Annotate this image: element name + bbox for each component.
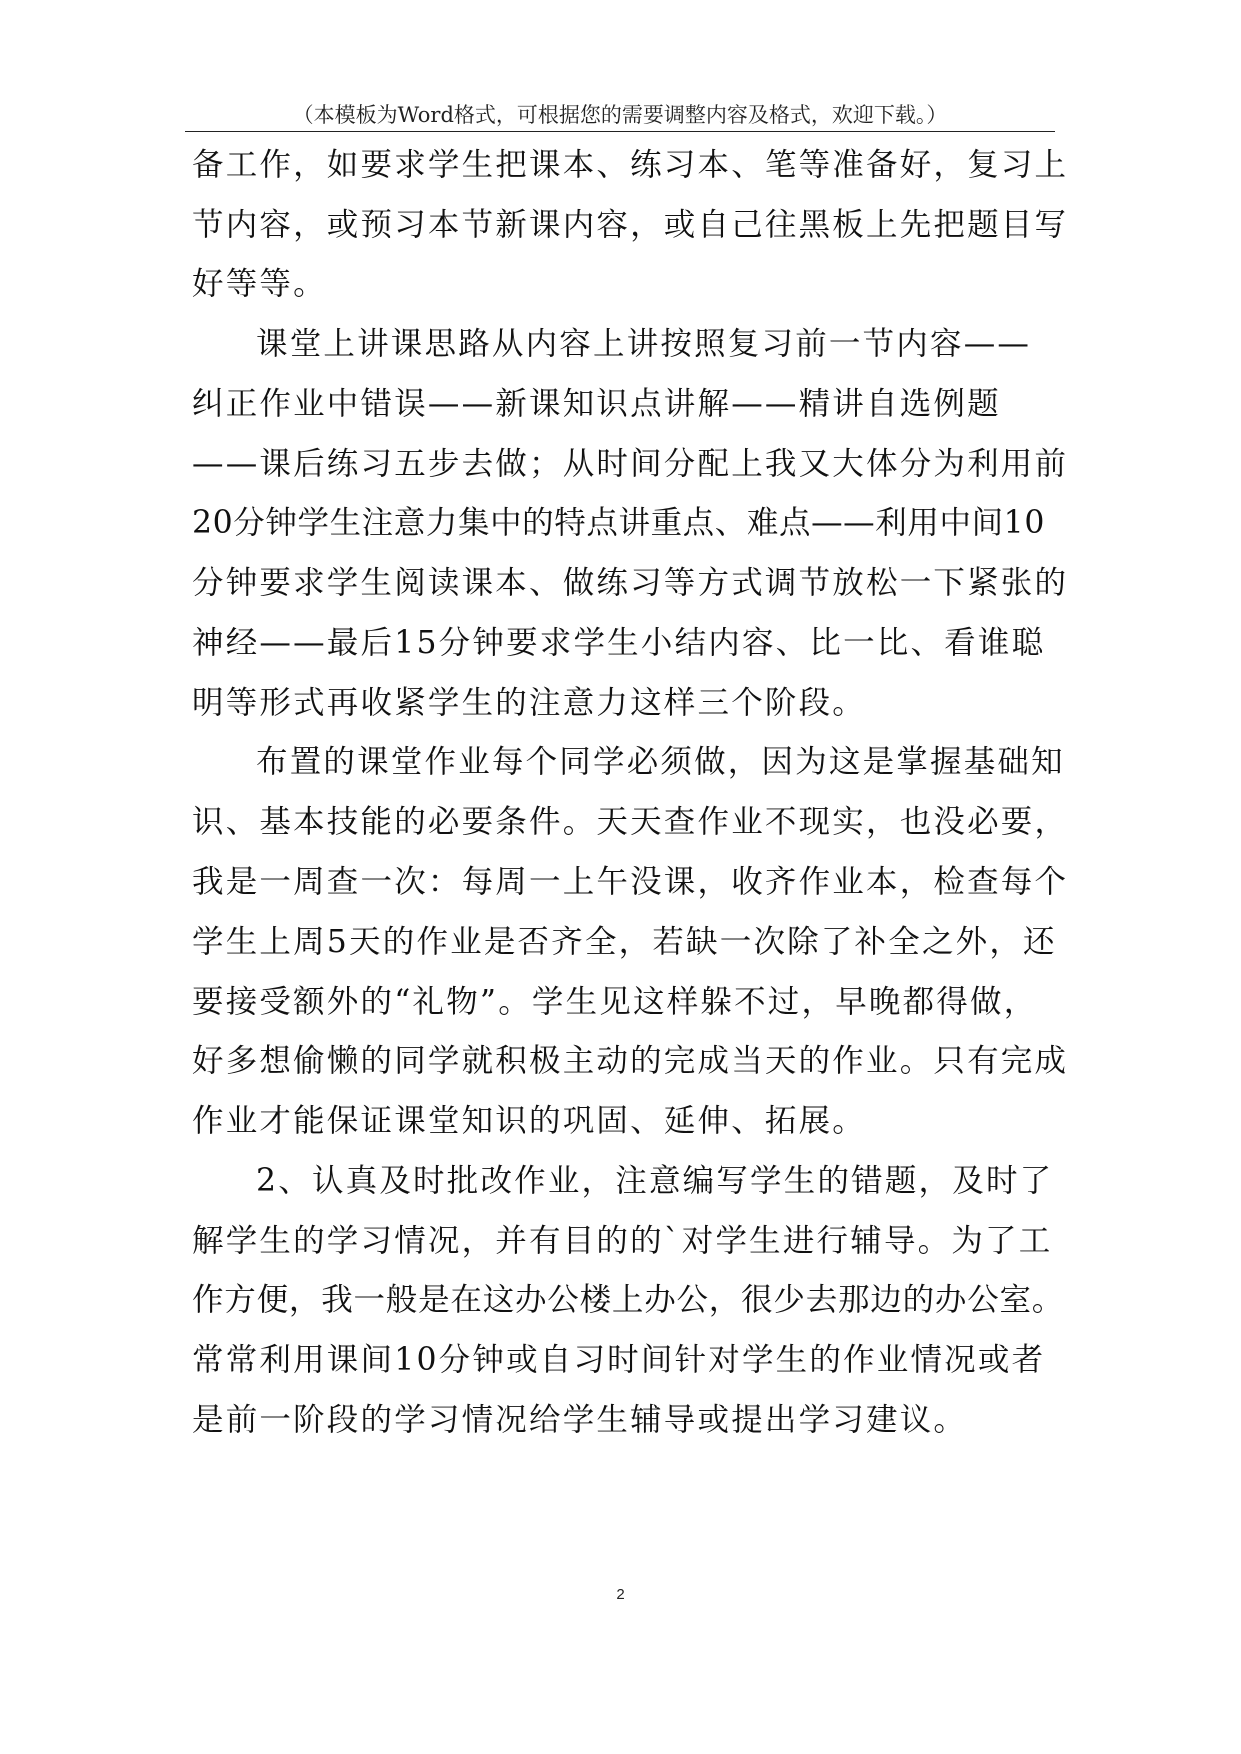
body-line-12: 识、基本技能的必要条件。天天查作业不现实，也没必要， <box>192 804 1069 840</box>
body-line-6: ——课后练习五步去做；从时间分配上我又大体分为利用前 <box>192 446 1069 482</box>
body-line-22: 是前一阶段的学习情况给学生辅导或提出学习建议。 <box>192 1402 968 1438</box>
body-line-14: 学生上周5天的作业是否齐全，若缺一次除了补全之外，还 <box>192 924 1057 960</box>
body-line-1: 备工作，如要求学生把课本、练习本、笔等准备好，复习上 <box>192 147 1069 183</box>
body-line-5: 纠正作业中错误——新课知识点讲解——精讲自选例题 <box>192 386 1001 422</box>
header-divider <box>185 131 1055 132</box>
body-line-17: 作业才能保证课堂知识的巩固、延伸、拓展。 <box>192 1103 867 1139</box>
document-header-note: （本模板为Word格式，可根据您的需要调整内容及格式，欢迎下载。） <box>292 103 948 127</box>
body-line-13: 我是一周查一次：每周一上午没课，收齐作业本，检查每个 <box>192 864 1069 900</box>
body-line-21: 常常利用课间10分钟或自习时间针对学生的作业情况或者 <box>192 1342 1046 1378</box>
body-line-16: 好多想偷懒的同学就积极主动的完成当天的作业。只有完成 <box>192 1043 1069 1079</box>
body-line-4: 课堂上讲课思路从内容上讲按照复习前一节内容—— <box>256 326 1032 362</box>
body-line-18: 2、认真及时批改作业，注意编写学生的错题，及时了 <box>256 1163 1054 1199</box>
body-line-19: 解学生的学习情况，并有目的的`对学生进行辅导。为了工 <box>192 1223 1053 1259</box>
body-line-20: 作方便，我一般是在这办公楼上办公，很少去那边的办公室。 <box>192 1282 1065 1318</box>
body-line-8: 分钟要求学生阅读课本、做练习等方式调节放松一下紧张的 <box>192 565 1069 601</box>
body-line-10: 明等形式再收紧学生的注意力这样三个阶段。 <box>192 685 867 721</box>
body-line-7: 20分钟学生注意力集中的特点讲重点、难点——利用中间10 <box>192 505 1045 541</box>
body-line-15: 要接受额外的“礼物”。学生见这样躲不过，早晚都得做， <box>192 984 1038 1020</box>
body-line-3: 好等等。 <box>192 266 327 302</box>
body-line-9: 神经——最后15分钟要求学生小结内容、比一比、看谁聪 <box>192 625 1046 661</box>
body-line-11: 布置的课堂作业每个同学必须做，因为这是掌握基础知 <box>256 744 1065 780</box>
page-number: 2 <box>616 1586 625 1603</box>
body-line-2: 节内容，或预习本节新课内容，或自己往黑板上先把题目写 <box>192 207 1069 243</box>
